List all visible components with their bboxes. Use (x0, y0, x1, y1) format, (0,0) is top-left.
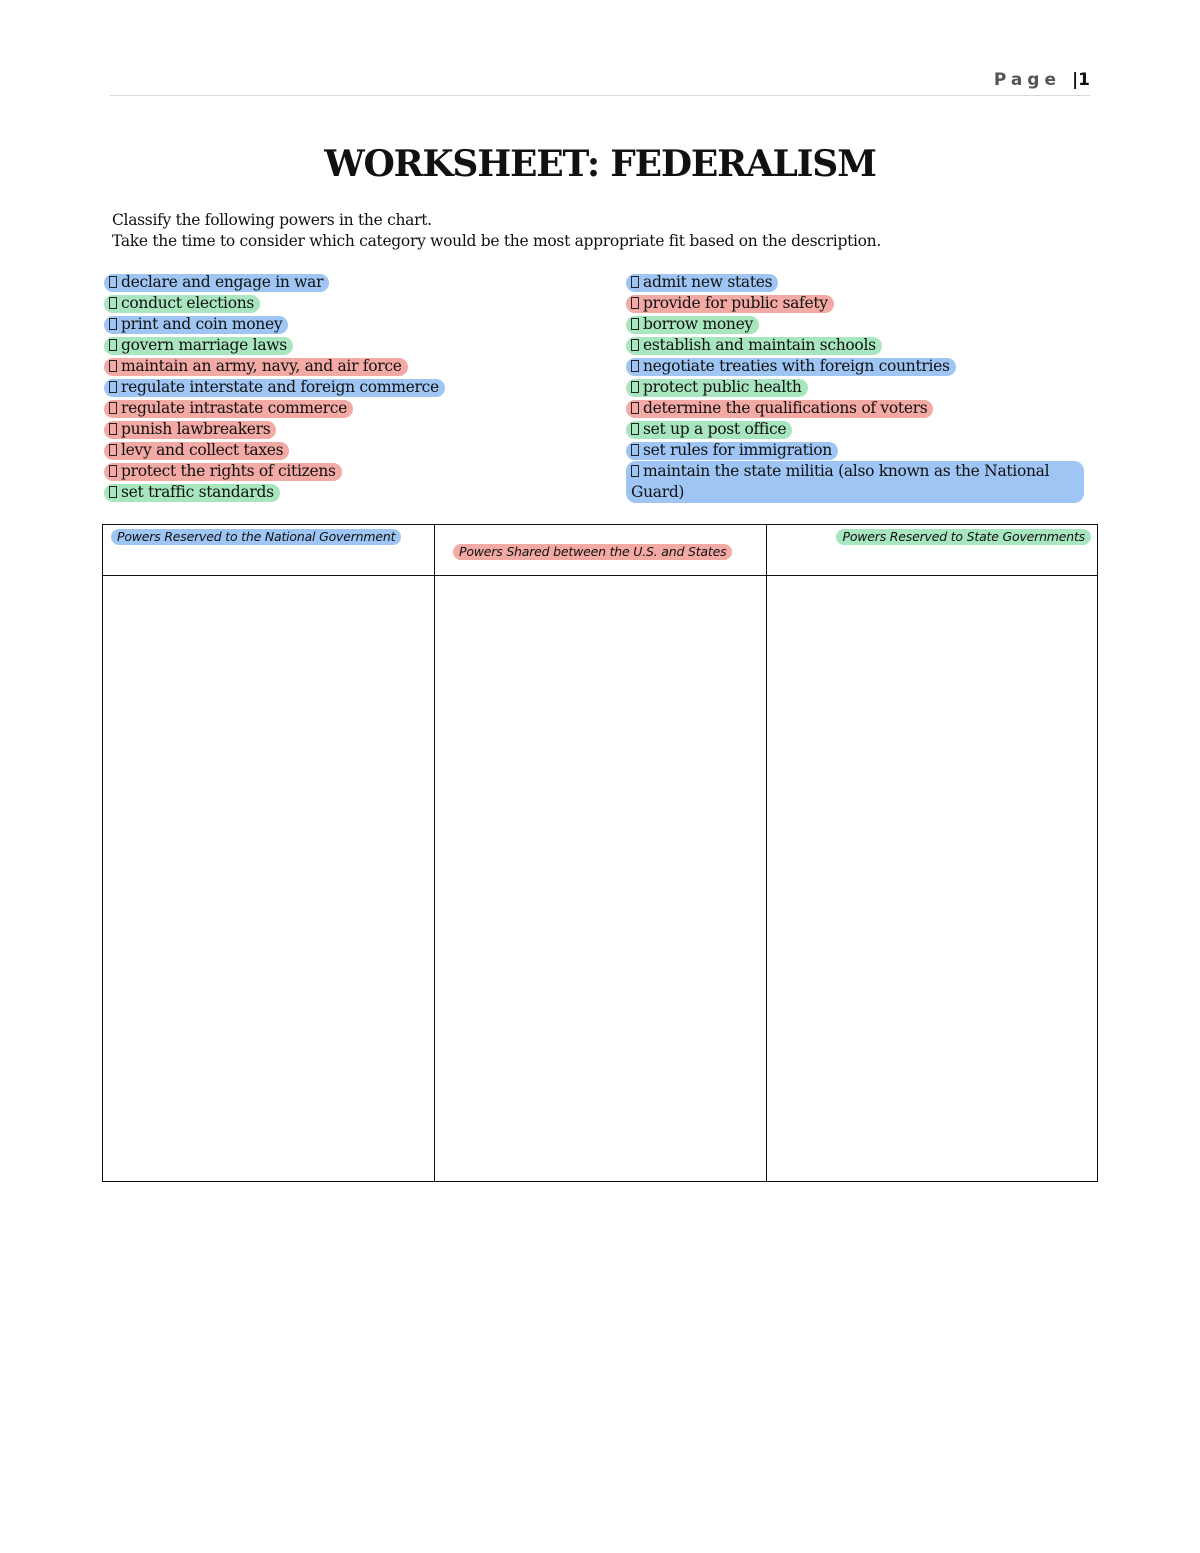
power-pill[interactable]: admit new states (626, 274, 778, 292)
list-item (626, 314, 1084, 335)
power-pill[interactable]: govern marriage laws (104, 337, 293, 355)
list-item (104, 314, 445, 335)
power-pill[interactable]: conduct elections (104, 295, 260, 313)
list-item (626, 293, 1084, 314)
checkbox-icon[interactable] (631, 402, 639, 414)
checkbox-icon[interactable] (109, 276, 117, 288)
column-header-state: Powers Reserved to State Governments (836, 529, 1091, 545)
instructions (112, 210, 881, 252)
column-header-shared: Powers Shared between the U.S. and States (453, 544, 732, 560)
list-item (626, 377, 1084, 398)
power-pill[interactable]: maintain the state militia (also known as the National Guard) (626, 461, 1084, 503)
answer-cell-national[interactable] (103, 576, 434, 1181)
list-item (626, 272, 1084, 293)
page-label: Page (993, 70, 1062, 90)
list-item (104, 377, 445, 398)
power-pill[interactable]: regulate interstate and foreign commerce (104, 379, 445, 397)
checkbox-icon[interactable] (109, 402, 117, 414)
power-pill[interactable]: set up a post office (626, 421, 792, 439)
power-pill[interactable]: declare and engage in war (104, 274, 329, 292)
instruction-line: Take the time to consider which category would be the most appropriate fit based on the description. (112, 232, 881, 250)
list-item (104, 419, 445, 440)
instruction-line: Classify the following powers in the chart. (112, 211, 432, 229)
page-number (994, 70, 1090, 90)
column-header-national: Powers Reserved to the National Government (111, 529, 401, 545)
checkbox-icon[interactable] (109, 465, 117, 477)
power-pill[interactable]: print and coin money (104, 316, 288, 334)
list-item (626, 461, 1084, 503)
power-pill[interactable]: set traffic standards (104, 484, 280, 502)
powers-list-right (626, 272, 1084, 503)
answer-cell-state[interactable] (767, 576, 1097, 1181)
checkbox-icon[interactable] (109, 486, 117, 498)
powers-list-left (104, 272, 445, 503)
checkbox-icon[interactable] (109, 381, 117, 393)
list-item (104, 356, 445, 377)
power-pill[interactable]: maintain an army, navy, and air force (104, 358, 408, 376)
power-pill[interactable]: punish lawbreakers (104, 421, 276, 439)
checkbox-icon[interactable] (631, 423, 639, 435)
list-item (104, 482, 445, 503)
list-item (626, 398, 1084, 419)
checkbox-icon[interactable] (631, 465, 639, 477)
list-item (626, 440, 1084, 461)
power-pill[interactable]: protect public health (626, 379, 808, 397)
classification-chart (102, 524, 1098, 1182)
checkbox-icon[interactable] (631, 444, 639, 456)
power-pill[interactable]: borrow money (626, 316, 759, 334)
checkbox-icon[interactable] (109, 339, 117, 351)
list-item (104, 272, 445, 293)
power-pill[interactable]: levy and collect taxes (104, 442, 289, 460)
power-pill[interactable]: set rules for immigration (626, 442, 838, 460)
list-item (626, 419, 1084, 440)
list-item (104, 461, 445, 482)
power-pill[interactable]: determine the qualifications of voters (626, 400, 933, 418)
checkbox-icon[interactable] (631, 297, 639, 309)
list-item (626, 356, 1084, 377)
list-item (104, 440, 445, 461)
power-pill[interactable]: establish and maintain schools (626, 337, 882, 355)
power-pill[interactable]: negotiate treaties with foreign countries (626, 358, 956, 376)
worksheet-title: WORKSHEET: FEDERALISM (324, 143, 876, 185)
checkbox-icon[interactable] (631, 318, 639, 330)
answer-cell-shared[interactable] (435, 576, 766, 1181)
checkbox-icon[interactable] (631, 381, 639, 393)
list-item (626, 335, 1084, 356)
power-pill[interactable]: protect the rights of citizens (104, 463, 342, 481)
checkbox-icon[interactable] (109, 297, 117, 309)
page-number-value: |1 (1071, 70, 1090, 90)
checkbox-icon[interactable] (631, 360, 639, 372)
checkbox-icon[interactable] (109, 360, 117, 372)
list-item (104, 293, 445, 314)
checkbox-icon[interactable] (109, 423, 117, 435)
power-pill[interactable]: provide for public safety (626, 295, 834, 313)
power-pill[interactable]: regulate intrastate commerce (104, 400, 353, 418)
checkbox-icon[interactable] (109, 444, 117, 456)
list-item (104, 398, 445, 419)
checkbox-icon[interactable] (109, 318, 117, 330)
list-item (104, 335, 445, 356)
page-header (110, 70, 1090, 96)
checkbox-icon[interactable] (631, 276, 639, 288)
checkbox-icon[interactable] (631, 339, 639, 351)
